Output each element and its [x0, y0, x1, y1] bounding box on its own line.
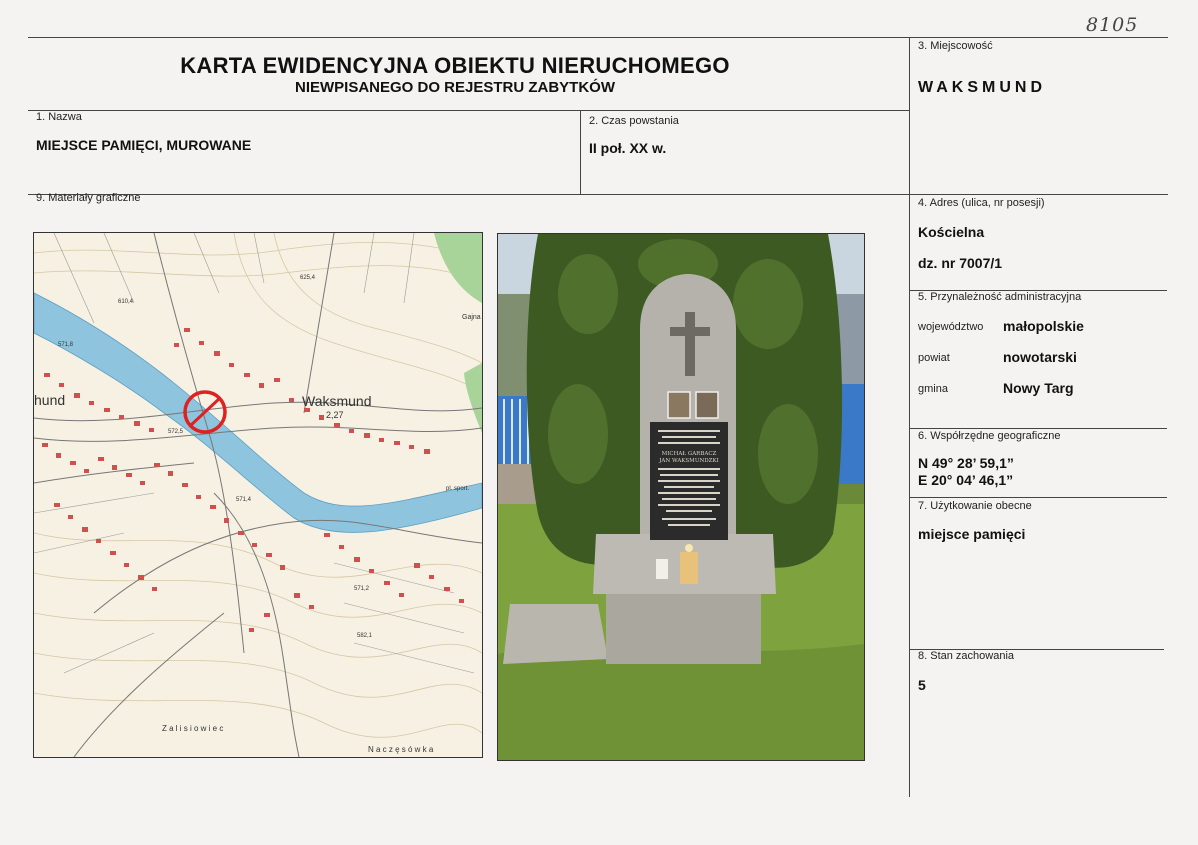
map-naczesowka: N a c z ę s ó w k a	[368, 745, 434, 754]
map-town-code: 2,27	[326, 410, 344, 420]
wspolrzedne-label: 6. Współrzędne geograficzne	[918, 430, 1061, 442]
title-bottom-rule	[28, 110, 909, 111]
map-gajna: Gajna	[462, 314, 481, 321]
map-sport: pl. sport.	[446, 486, 470, 492]
monument-photo	[497, 233, 865, 761]
uzytkowanie-value: miejsce pamięci	[918, 526, 1026, 542]
right-column-divider	[909, 37, 910, 797]
page-title: KARTA EWIDENCYJNA OBIEKTU NIERUCHOMEGO	[180, 53, 730, 78]
nazwa-label: 1. Nazwa	[36, 111, 82, 123]
wojewodztwo-key: województwo	[918, 321, 984, 333]
top-rule	[28, 37, 1168, 38]
handwritten-number: 8105	[1086, 14, 1139, 36]
przynaleznosc-label: 5. Przynależność administracyjna	[918, 291, 1082, 303]
page-subtitle: NIEWPISANEGO DO REJESTRU ZABYTKÓW	[294, 79, 616, 96]
map-height-1: 625,4	[300, 275, 316, 281]
photo-drawing	[498, 234, 864, 760]
adres-street: Kościelna	[918, 224, 985, 240]
gmina-value: Nowy Targ	[1003, 380, 1074, 396]
miejscowosc-label: 3. Miejscowość	[918, 40, 993, 52]
adres-label: 4. Adres (ulica, nr posesji)	[918, 197, 1045, 209]
uzytkowanie-label: 7. Użytkowanie obecne	[918, 500, 1032, 512]
miejscowosc-value: WAKSMUND	[918, 79, 1046, 96]
map-height-2: 610,4	[118, 299, 134, 305]
map-height-6: 571,2	[354, 586, 370, 592]
stan-value: 5	[918, 677, 926, 693]
latitude-value: N 49° 28’ 59,1”	[918, 455, 1014, 471]
adres-parcel: dz. nr 7007/1	[918, 255, 1003, 271]
czas-value: II poł. XX w.	[589, 140, 667, 156]
map-height-5: 571,4	[236, 497, 252, 503]
plaque-name-2: JAN WAKSMUNDZKI	[659, 458, 719, 464]
section6-rule	[909, 428, 1167, 429]
wojewodztwo-value: małopolskie	[1003, 318, 1084, 334]
nazwa-value: MIEJSCE PAMIĘCI, MUROWANE	[36, 137, 252, 153]
map-zalisiowiec: Z a l i s i o w i e c	[162, 724, 224, 733]
name-date-divider	[580, 110, 581, 194]
gmina-key: gmina	[918, 383, 948, 395]
plaque-name-1: MICHAŁ GARBACZ	[661, 451, 717, 457]
map-height-3: 571,8	[58, 342, 74, 348]
map-drawing	[34, 233, 482, 757]
materialy-label: 9. Materiały graficzne	[36, 192, 141, 204]
map-height-4: 572,5	[168, 429, 184, 435]
longitude-value: E 20° 04’ 46,1”	[918, 472, 1014, 488]
section7-rule	[909, 497, 1167, 498]
powiat-value: nowotarski	[1003, 349, 1077, 365]
section9-rule	[28, 194, 1168, 195]
czas-label: 2. Czas powstania	[589, 115, 679, 127]
map-left-label: hund	[34, 392, 66, 408]
map-height-7: 582,1	[357, 633, 373, 639]
location-map	[33, 232, 483, 758]
powiat-key: powiat	[918, 352, 950, 364]
map-town-label: Waksmund	[302, 393, 372, 409]
stan-label: 8. Stan zachowania	[918, 650, 1015, 662]
